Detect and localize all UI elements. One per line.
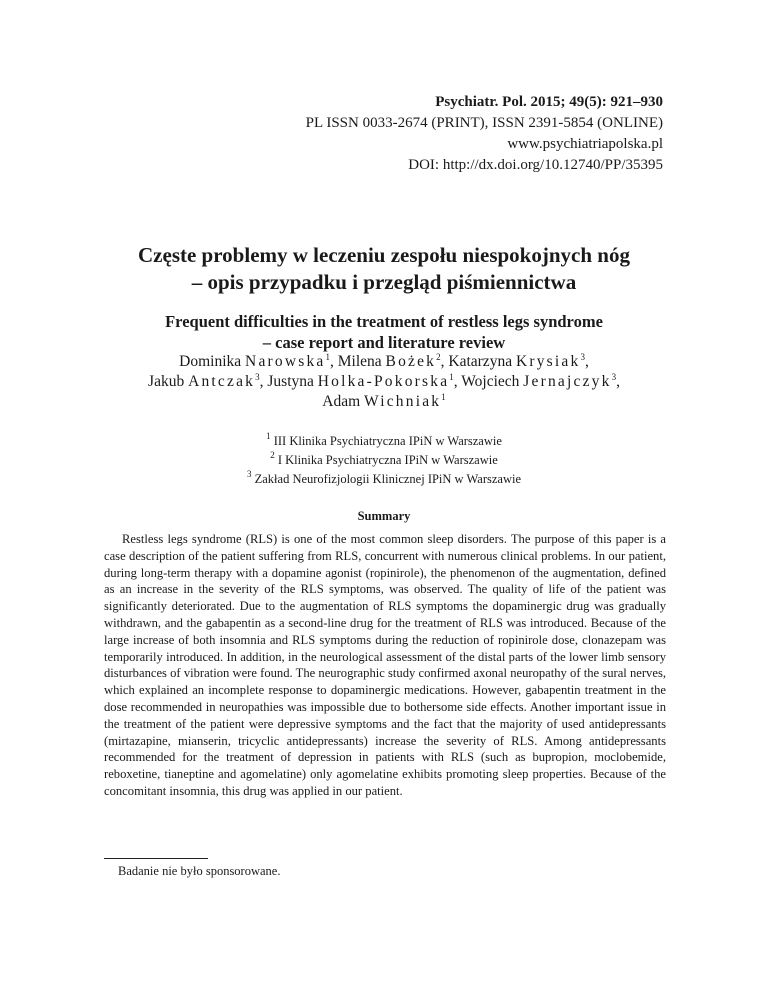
- journal-header: [306, 92, 663, 176]
- author-line-1: Dominika Narowska$^1$, Milena Bożek$^2$, Katarzyna Krysiak$^3$,: [179, 352, 589, 370]
- title-english-line-2: – case report and literature review: [262, 333, 506, 352]
- title-english-line-1: Frequent difficulties in the treatment of restless legs syndrome: [165, 312, 603, 331]
- footnote: Badanie nie było sponsorowane.: [118, 864, 281, 878]
- author-list: [0, 352, 768, 412]
- affiliation: $^3$ Zakład Neurofizjologii Klinicznej IPiN w Warszawie: [246, 469, 521, 486]
- author: Wojciech Jernajczyk$^3$: [461, 372, 617, 390]
- summary-text: Restless legs syndrome (RLS) is one of the most common sleep disorders. The purpose of this paper is a case description of the patient suffering from RLS, concurrent with numerous clinical problems. In our patient, during long-term therapy with a dopamine agonist (ropinirole), the phenomenon of the augmentation, defined as an increase in the severity of the RLS symptoms, was observed. The quality of life of the patient was significantly deteriorated. Due to the augmentation of RLS symptoms the dopaminergic drug was gradually withdrawn, and the gabapentin as a second-line drug for the treatment of RLS was introduced. Because of the large increase of both insomnia and RLS symptoms during the reduction of ropinirole dose, clonazepam was temporarily introduced. In addition, in the neurological assessment of the distal parts of the lower limb sensory disturbances of vibration were found. The neurographic study confirmed axonal neuropathy of the sural nerves, which explained an incomplete response to dopaminergic medications. However, gabapentin treatment in the dose recommended in neuropathies was impossible due to bothersome side effects. Another important issue in the treatment of the patient were depressive symptoms and the fact that the majority of used antidepressants (mirtazapine, mianserin, tricyclic antidepressants) increase the severity of RLS. Among antidepressants recommended for the treatment of depression in patients with RLS (such as bupropion, moclobemide, reboxetine, tianeptine and agomelatine) only agomelatine exhibits promoting sleep properties. Because of the concomitant insomnia, this drug was applied in our patient.: [104, 532, 666, 798]
- affiliations: [0, 432, 768, 489]
- affiliation: $^1$ III Klinika Psychiatryczna IPiN w Warszawie: [266, 431, 502, 448]
- title-polish: [0, 242, 768, 296]
- author: Katarzyna Krysiak$^3$: [448, 352, 585, 370]
- affiliation: $^2$ I Klinika Psychiatryczna IPiN w Warszawie: [270, 450, 498, 467]
- author-line-3: [0, 392, 768, 412]
- footnote-divider: [104, 858, 208, 859]
- author-line-2: Jakub Antczak$^3$, Justyna Holka-Pokorska$^1$, Wojciech Jernajczyk$^3$,: [148, 372, 620, 390]
- title-polish-line-2: – opis przypadku i przegląd piśmiennictwa: [191, 270, 577, 294]
- article-doi[interactable]: DOI: http://dx.doi.org/10.12740/PP/35395: [408, 157, 663, 173]
- summary-heading: Summary: [357, 509, 411, 523]
- journal-issn: PL ISSN 0033-2674 (PRINT), ISSN 2391-5854 (ONLINE): [305, 115, 663, 131]
- author: Dominika Narowska$^1$: [179, 352, 330, 370]
- author: Adam Wichniak$^1$: [322, 392, 446, 410]
- title-polish-line-1: Częste problemy w leczeniu zespołu niespokojnych nóg: [138, 243, 630, 267]
- author: Jakub Antczak$^3$: [148, 372, 260, 390]
- author: Justyna Holka-Pokorska$^1$: [267, 372, 454, 390]
- title-english: [0, 311, 768, 353]
- author: Milena Bożek$^2$: [337, 352, 441, 370]
- journal-website[interactable]: www.psychiatriapolska.pl: [507, 136, 663, 152]
- journal-citation: Psychiatr. Pol. 2015; 49(5): 921–930: [435, 94, 663, 110]
